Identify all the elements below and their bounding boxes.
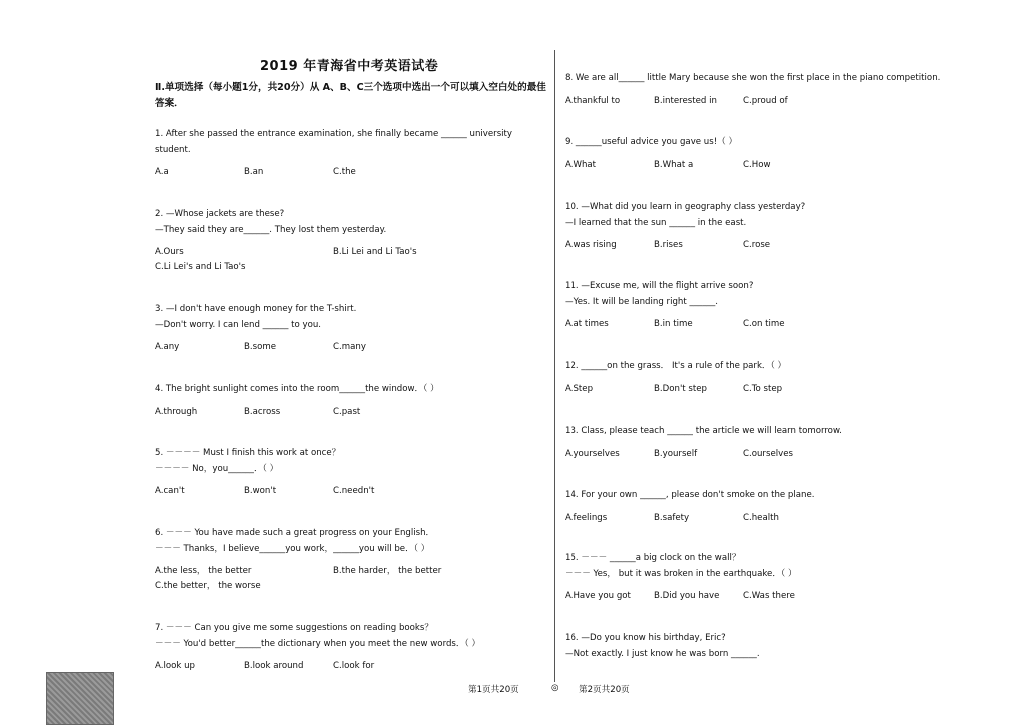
option-a[interactable]: A.Ours [155, 247, 184, 257]
option-b[interactable]: B.Li Lei and Li Tao's [333, 247, 417, 257]
question-options [565, 447, 1020, 462]
option-c[interactable]: C.proud of [743, 95, 788, 106]
question-stem-line: 10. —What did you learn in geography class yesterday? [565, 202, 806, 212]
question-options [155, 484, 545, 499]
option-b[interactable]: B.some [244, 342, 277, 352]
question-stem-line: —Yes. It will be landing right ______. [565, 296, 718, 307]
option-c[interactable]: C.To step [743, 383, 783, 394]
page-number-right: 第2页共20页 [579, 685, 630, 695]
right-page [557, 0, 1024, 723]
grey-stamp-block [46, 672, 114, 725]
option-c[interactable]: C.rose [743, 240, 771, 250]
option-b[interactable]: B.won't [244, 486, 277, 496]
option-a[interactable]: A.What [565, 159, 597, 170]
question-7 [155, 621, 545, 674]
question-stem-line: 11. —Excuse me, will the flight arrive soon? [565, 281, 754, 291]
option-a[interactable]: A.feelings [565, 512, 608, 523]
option-a[interactable]: A.the less， the better [155, 566, 252, 576]
question-3 [155, 302, 545, 355]
question-stem-line: 13. Class, please teach ______ the article we will learn tomorrow. [565, 426, 842, 436]
option-c[interactable]: C.the better， the worse [155, 581, 261, 591]
question-options [155, 340, 545, 355]
section-instructions: Ⅱ.单项选择（每小题1分，共20分）从 A、B、C三个选项中选出一个可以填入空白处的最佳答案． [155, 82, 546, 109]
option-b[interactable]: B.rises [654, 240, 683, 250]
option-a[interactable]: A.at times [565, 319, 609, 329]
page-divider [554, 50, 555, 682]
question-options [155, 579, 545, 594]
question-8 [565, 71, 1020, 109]
question-12 [565, 359, 1020, 397]
option-a[interactable]: A.a [155, 167, 169, 177]
question-options [155, 165, 545, 180]
option-b[interactable]: B.Don't step [654, 383, 708, 394]
question-9 [565, 135, 1020, 173]
question-stem-line: student. [155, 144, 191, 155]
option-c[interactable]: C.the [333, 167, 356, 177]
question-stem-line: 4. The bright sunlight comes into the room______the window．（ ） [155, 384, 439, 394]
question-5 [155, 446, 545, 499]
question-stem-line: 16. —Do you know his birthday, Eric? [565, 633, 726, 643]
question-14 [565, 488, 1020, 526]
option-a[interactable]: A.through [155, 406, 198, 417]
option-b[interactable]: B.the harder， the better [333, 566, 442, 576]
question-stem-line: －－－ You'd better______the dictionary when you meet the new words．（ ） [155, 638, 481, 649]
question-16 [565, 631, 1020, 662]
question-2 [155, 207, 545, 275]
question-stem-line: 5. －－－－ Must I finish this work at once？ [155, 448, 341, 458]
option-c[interactable]: C.look for [333, 661, 375, 671]
option-a[interactable]: A.was rising [565, 240, 617, 250]
option-b[interactable]: B.interested in [654, 95, 717, 106]
question-stem-line: —They said they are______. They lost them yesterday. [155, 224, 387, 235]
question-options [565, 589, 1020, 604]
option-b[interactable]: B.an [244, 167, 264, 177]
question-6 [155, 526, 545, 594]
question-stem-line: 12. ______on the grass． It's a rule of the park．（ ） [565, 361, 787, 371]
question-options [155, 659, 545, 674]
option-a[interactable]: A.look up [155, 661, 195, 671]
question-options [565, 238, 1020, 253]
question-stem-line: －－－－ No，you______．（ ） [155, 463, 279, 474]
option-c[interactable]: C.on time [743, 319, 785, 329]
question-15 [565, 551, 1020, 604]
option-a[interactable]: A.can't [155, 486, 185, 496]
question-stem-line: 9. ______useful advice you gave us!（ ） [565, 137, 738, 147]
question-options [155, 405, 545, 420]
question-stem-line: 14. For your own ______, please don't smoke on the plane. [565, 490, 815, 500]
option-b[interactable]: B.What a [654, 159, 694, 170]
option-c[interactable]: C.Was there [743, 591, 795, 601]
option-b[interactable]: B.in time [654, 319, 693, 329]
option-a[interactable]: A.yourselves [565, 448, 620, 459]
binding-mark: ◎ [551, 683, 559, 693]
option-a[interactable]: A.Have you got [565, 591, 631, 601]
question-stem-line: —Not exactly. I just know he was born ______. [565, 648, 760, 659]
question-options [155, 245, 545, 260]
option-c[interactable]: C.past [333, 406, 361, 417]
exam-title: 2019 年青海省中考英语试卷 [260, 59, 439, 74]
option-b[interactable]: B.yourself [654, 448, 698, 459]
option-c[interactable]: C.ourselves [743, 448, 793, 459]
option-c[interactable]: C.many [333, 342, 366, 352]
question-stem-line: －－－ Thanks，I believe______you work，______you will be．（ ） [155, 543, 430, 554]
option-c[interactable]: C.How [743, 159, 771, 170]
option-a[interactable]: A.thankful to [565, 95, 621, 106]
question-stem-line: 2. —Whose jackets are these? [155, 209, 285, 219]
question-stem-line: －－－ Yes， but it was broken in the earthquake．（ ） [565, 568, 797, 579]
question-options [155, 564, 545, 579]
question-4 [155, 382, 545, 420]
question-options [565, 158, 1020, 173]
question-stem-line: 15. －－－ ______a big clock on the wall？ [565, 553, 741, 563]
question-stem-line: —Don't worry. I can lend ______ to you. [155, 319, 322, 330]
option-b[interactable]: B.Did you have [654, 591, 720, 601]
question-stem-line: 7. －－－ Can you give me some suggestions on reading books？ [155, 623, 433, 633]
option-b[interactable]: B.across [244, 406, 281, 417]
question-stem-line: 6. －－－ You have made such a great progress on your English． [155, 528, 435, 538]
option-a[interactable]: A.any [155, 342, 180, 352]
question-options [565, 382, 1020, 397]
question-13 [565, 424, 1020, 462]
option-b[interactable]: B.look around [244, 661, 304, 671]
question-stem-line: —I learned that the sun ______ in the east. [565, 217, 747, 228]
question-options [565, 94, 1020, 109]
option-c[interactable]: C.needn't [333, 486, 375, 496]
question-10 [565, 200, 1020, 253]
option-b[interactable]: B.safety [654, 512, 690, 523]
option-c[interactable]: C.health [743, 512, 779, 523]
option-c[interactable]: C.Li Lei's and Li Tao's [155, 262, 246, 272]
question-options [155, 260, 545, 275]
option-a[interactable]: A.Step [565, 383, 594, 394]
question-stem-line: 8. We are all______ little Mary because she won the first place in the piano competition. [565, 73, 941, 83]
question-options [565, 511, 1020, 526]
question-options [565, 317, 1020, 332]
question-stem-line: 1. After she passed the entrance examination, she finally became ______ university [155, 129, 513, 139]
page-number-left: 第1页共20页 [468, 685, 519, 695]
question-11 [565, 279, 1020, 332]
question-stem-line: 3. —I don't have enough money for the T-shirt. [155, 304, 357, 314]
question-1 [155, 127, 545, 180]
